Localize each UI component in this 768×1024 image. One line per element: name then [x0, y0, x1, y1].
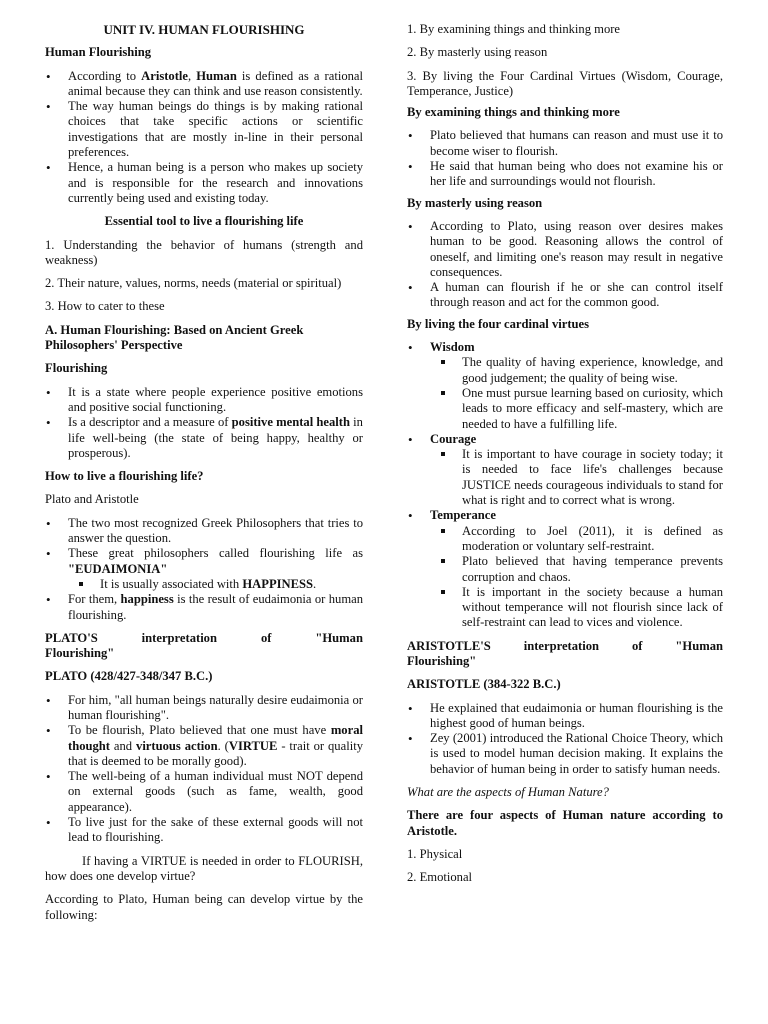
- wisdom-sub-list: [440, 355, 723, 431]
- reason-heading: By masterly using reason: [407, 195, 543, 210]
- list-item-temperance: • Temperance According to Joel (2011), it is defined as moderation or voluntary self-restraint. Plato believed that having temperance prevents corruption and chaos. It is important in the society because a human without temperance will not flourish since lack of self-restraint can lead to vices and violence.: [407, 508, 723, 630]
- list-item: • Zey (2001) introduced the Rational Choice Theory, which is used to model human decision making. It explains the behavior of human being in order to satisfy human needs.: [407, 731, 723, 777]
- flourishing-list: [45, 385, 363, 461]
- virtue-method-2: 2. By masterly using reason: [407, 45, 548, 60]
- essential-item-3: 3. How to cater to these: [45, 299, 165, 314]
- virtues-heading: By living the four cardinal virtues: [407, 316, 590, 331]
- sub-list-item: The quality of having experience, knowledge, and good judgement; the quality of being wise.: [440, 355, 723, 386]
- virtue-method-1: 1. By examining things and thinking more: [407, 22, 621, 36]
- aspect-item-2: 2. Emotional: [407, 870, 473, 885]
- sub-list-item: It is important in the society because a human without temperance will not flourish since lack of self-restraint can lead to vices and violence.: [440, 585, 723, 631]
- list-item: • For him, "all human beings naturally desire eudaimonia or human flourishing".: [45, 693, 363, 724]
- courage-sub-list: [440, 447, 723, 508]
- list-item: • To be flourish, Plato believed that one must have moral thought and virtuous action. (VIRTUE - trait or quality that is deemed to be morally good).: [45, 723, 363, 769]
- virtue-question: If having a VIRTUE is needed in order to FLOURISH, how does one develop virtue?: [45, 853, 363, 883]
- aspects-question: What are the aspects of Human Nature?: [407, 785, 609, 800]
- aristotle-list: [407, 701, 723, 777]
- according-plato-text: According to Plato, Human being can develop virtue by the following:: [45, 892, 363, 922]
- four-aspects-text: There are four aspects of Human nature according to Aristotle.: [407, 808, 723, 838]
- aspect-item-1: 1. Physical: [407, 846, 463, 861]
- list-item-wisdom: • Wisdom The quality of having experience, knowledge, and good judgement; the quality of being wise. One must pursue learning based on curiosity, which leads to more efficacy and self-mastery, which are needed to have a fulfilling life.: [407, 340, 723, 432]
- list-item: • He explained that eudaimonia or human flourishing is the highest good of human beings.: [407, 701, 723, 732]
- plato-list: [45, 693, 363, 846]
- list-item: • According to Plato, using reason over desires makes human to be good. Reasoning allows the control of oneself, and limiting one's reason may result in negative consequences.: [407, 219, 723, 280]
- list-item: • The way human beings do things is by making rational choices that take specific actions or scientific investigations that are mostly in-line in their personal preferences.: [45, 99, 363, 160]
- essential-heading: Essential tool to live a flourishing life: [104, 214, 304, 229]
- human-flourishing-list: [45, 69, 363, 207]
- list-item: • These great philosophers called flourishing life as "EUDAIMONIA" It is usually associated with HAPPINESS.: [45, 546, 363, 592]
- list-item: • The well-being of a human individual must NOT depend on external goods (such as fame, wealth, good appearance).: [45, 769, 363, 815]
- essential-item-1: 1. Understanding the behavior of humans (strength and weakness): [45, 237, 363, 267]
- list-item: • Plato believed that humans can reason and must use it to become wiser to flourish.: [407, 128, 723, 159]
- sub-list-item: According to Joel (2011), it is defined as moderation or voluntary self-restraint.: [440, 524, 723, 555]
- virtues-list: [407, 340, 723, 631]
- plato-aristotle-label: Plato and Aristotle: [45, 492, 139, 507]
- list-item: • He said that human being who does not examine his or her life and surroundings would not flourish.: [407, 159, 723, 190]
- list-item-courage: • Courage It is important to have courage in society today; it is needed to face life's challenges because JUSTICE needs courageous individuals to stand for what is right and to correct what is wrong.: [407, 432, 723, 508]
- virtue-method-3: 3. By living the Four Cardinal Virtues (Wisdom, Courage, Temperance, Justice): [407, 68, 723, 98]
- aristotle-dates-heading: ARISTOTLE (384-322 B.C.): [407, 677, 561, 692]
- unit-title: UNIT IV. HUMAN FLOURISHING: [103, 22, 305, 37]
- human-flourishing-heading: Human Flourishing: [45, 45, 152, 60]
- temperance-sub-list: [440, 524, 723, 631]
- how-to-heading: How to live a flourishing life?: [45, 469, 204, 484]
- sub-list-item: It is usually associated with HAPPINESS.: [78, 577, 363, 592]
- aristotle-interpretation-heading: ARISTOTLE'S interpretation of "Human Flourishing": [407, 638, 723, 668]
- reason-list: [407, 219, 723, 311]
- plato-interpretation-heading: PLATO'S interpretation of "Human Flourishing": [45, 630, 363, 661]
- philosophers-list: [45, 516, 363, 623]
- list-item: • It is a state where people experience positive emotions and positive social functioning.: [45, 385, 363, 416]
- plato-dates-heading: PLATO (428/427-348/347 B.C.): [45, 669, 213, 684]
- list-item: • For them, happiness is the result of eudaimonia or human flourishing.: [45, 592, 363, 623]
- flourishing-heading: Flourishing: [45, 361, 108, 376]
- list-item: • To live just for the sake of these external goods will not lead to flourishing.: [45, 815, 363, 846]
- sub-list: [78, 577, 363, 592]
- examining-list: [407, 128, 723, 189]
- list-item: • The two most recognized Greek Philosophers that tries to answer the question.: [45, 516, 363, 547]
- list-item: • According to Aristotle, Human is defined as a rational animal because they can think and use reason consistently.: [45, 69, 363, 100]
- sub-list-item: It is important to have courage in society today; it is needed to face life's challenges because JUSTICE needs courageous individuals to stand for what is right and to correct what is wrong.: [440, 447, 723, 508]
- list-item: • A human can flourish if he or she can control itself through reason and act for the common good.: [407, 280, 723, 311]
- list-item: • Is a descriptor and a measure of positive mental health in life well-being (the state of being happy, healthy or prosperous).: [45, 415, 363, 461]
- right-column: [407, 22, 723, 886]
- examining-heading: By examining things and thinking more: [407, 105, 620, 120]
- sub-list-item: Plato believed that having temperance prevents corruption and chaos.: [440, 554, 723, 585]
- essential-item-2: 2. Their nature, values, norms, needs (material or spiritual): [45, 276, 342, 291]
- left-column: [45, 22, 363, 923]
- sub-list-item: One must pursue learning based on curiosity, which leads to more efficacy and self-mastery, which are needed to have a fulfilling life.: [440, 386, 723, 432]
- section-a-heading: A. Human Flourishing: Based on Ancient Greek Philosophers' Perspective: [45, 322, 304, 353]
- list-item: • Hence, a human being is a person who makes up society and is responsible for the research and innovations currently being used and existing today.: [45, 160, 363, 206]
